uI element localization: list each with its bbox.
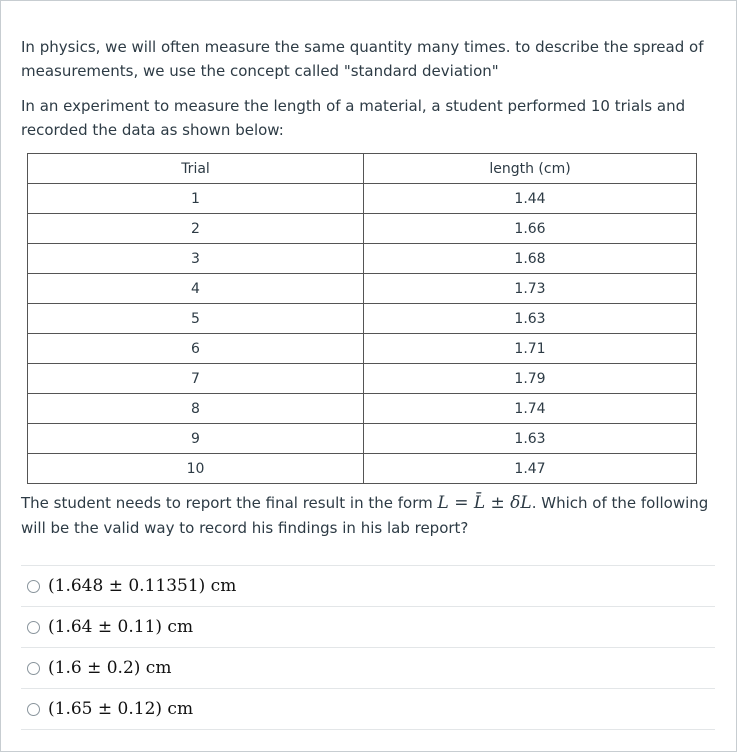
radio-button[interactable] <box>27 703 40 716</box>
trial-cell: 4 <box>28 274 364 304</box>
trial-cell: 3 <box>28 244 364 274</box>
result-formula: L = L̄ ± δL <box>437 493 532 513</box>
length-cell: 1.44 <box>364 184 697 214</box>
table-row <box>28 454 697 484</box>
trial-cell: 10 <box>28 454 364 484</box>
experiment-paragraph: In an experiment to measure the length of a material, a student performed 10 trials and recorded the data as shown below: <box>21 97 686 139</box>
table-row <box>28 424 697 454</box>
answer-option[interactable] <box>21 565 715 606</box>
radio-button[interactable] <box>27 621 40 634</box>
table-row <box>28 244 697 274</box>
answer-option[interactable] <box>21 688 715 730</box>
answer-label: (1.65 ± 0.12) cm <box>48 699 194 719</box>
header-length: length (cm) <box>364 154 697 184</box>
answer-label: (1.6 ± 0.2) cm <box>48 658 172 678</box>
table-row <box>28 364 697 394</box>
question-text <box>21 491 721 541</box>
data-table <box>27 153 697 484</box>
trial-cell: 1 <box>28 184 364 214</box>
length-cell: 1.68 <box>364 244 697 274</box>
question-lead: The student needs to report the final result in the form <box>21 494 438 512</box>
trial-cell: 7 <box>28 364 364 394</box>
length-cell: 1.63 <box>364 424 697 454</box>
radio-button[interactable] <box>27 662 40 675</box>
table-row <box>28 184 697 214</box>
length-cell: 1.74 <box>364 394 697 424</box>
answer-option[interactable] <box>21 606 715 647</box>
trial-cell: 6 <box>28 334 364 364</box>
radio-button[interactable] <box>27 580 40 593</box>
answer-list <box>21 565 715 730</box>
intro-paragraph: In physics, we will often measure the same quantity many times. to describe the spread of measurements, we use the concept called "standard deviation" <box>21 38 704 80</box>
table-row <box>28 394 697 424</box>
table-row <box>28 334 697 364</box>
trial-cell: 8 <box>28 394 364 424</box>
length-cell: 1.71 <box>364 334 697 364</box>
answer-label: (1.648 ± 0.11351) cm <box>48 576 237 596</box>
table-row <box>28 304 697 334</box>
trial-cell: 5 <box>28 304 364 334</box>
length-cell: 1.47 <box>364 454 697 484</box>
length-cell: 1.79 <box>364 364 697 394</box>
trial-cell: 2 <box>28 214 364 244</box>
length-cell: 1.66 <box>364 214 697 244</box>
question-tail: . Which of the following will be the valid way to record his findings in his lab report? <box>21 494 709 537</box>
header-trial: Trial <box>28 154 364 184</box>
answer-label: (1.64 ± 0.11) cm <box>48 617 194 637</box>
trial-cell: 9 <box>28 424 364 454</box>
table-header-row <box>28 154 697 184</box>
table-row <box>28 274 697 304</box>
length-cell: 1.63 <box>364 304 697 334</box>
answer-option[interactable] <box>21 647 715 688</box>
table-row <box>28 214 697 244</box>
length-cell: 1.73 <box>364 274 697 304</box>
